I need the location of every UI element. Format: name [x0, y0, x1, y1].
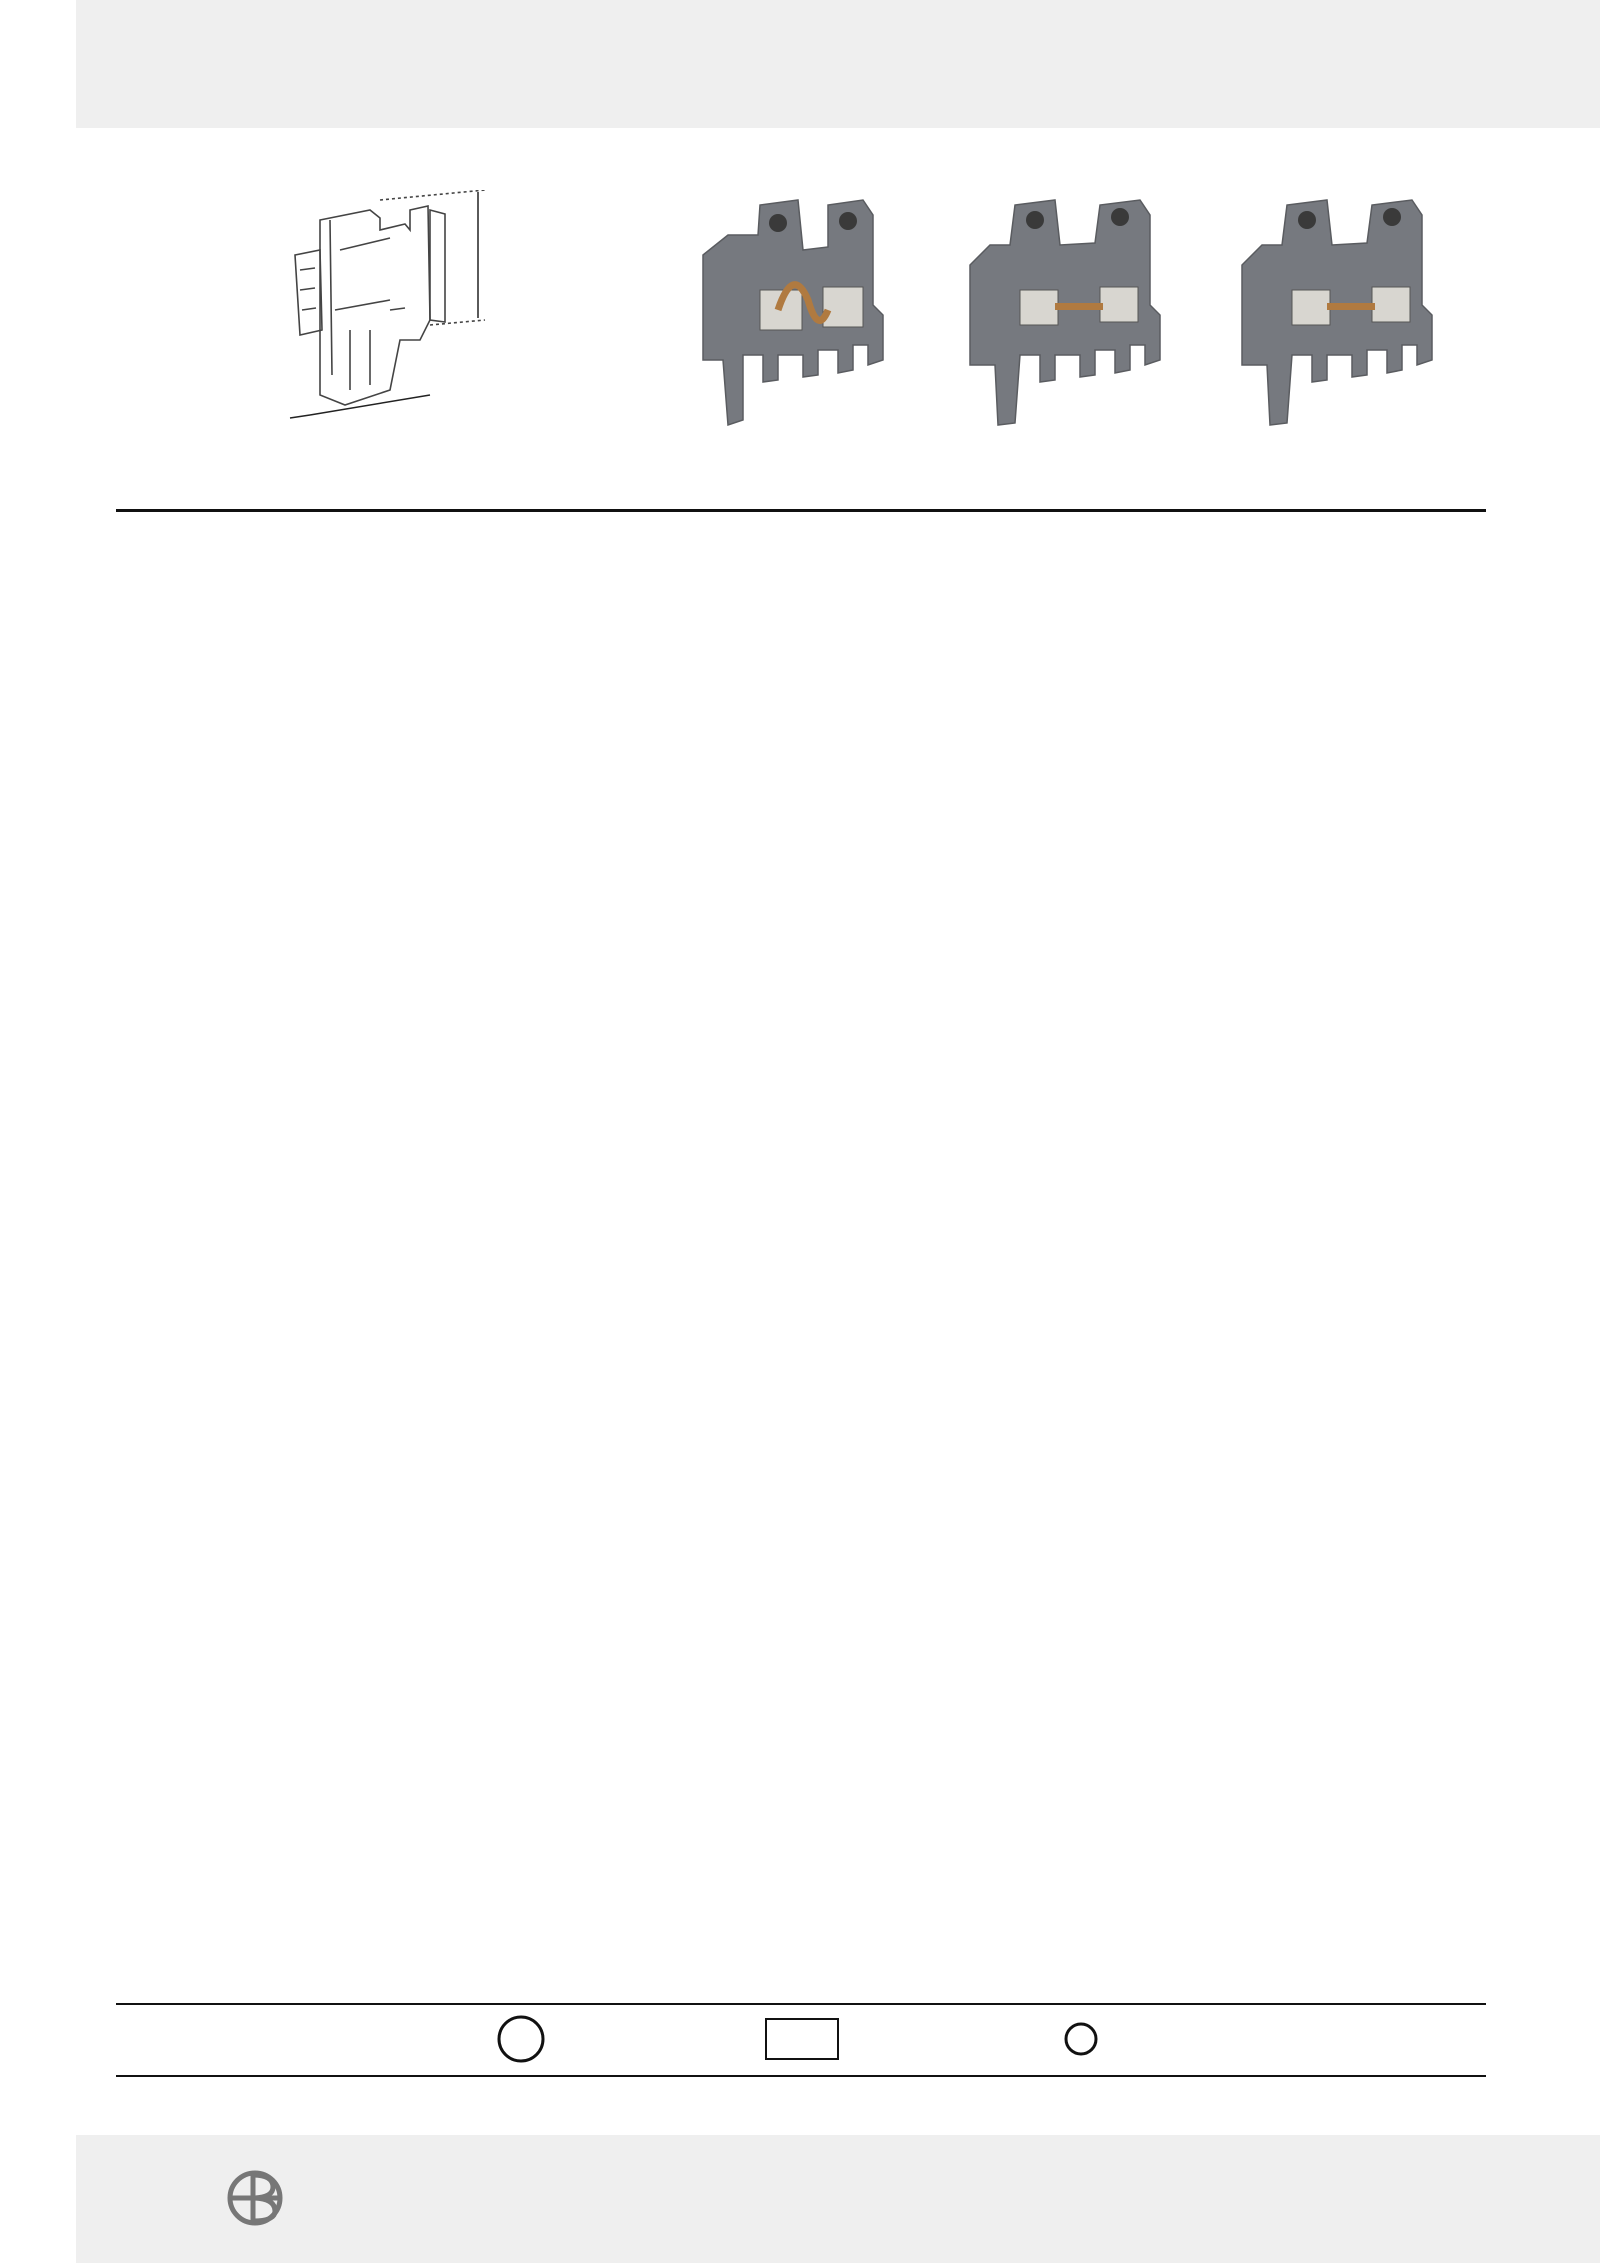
cb-mark-icon [196, 2013, 276, 2065]
spec-table [116, 470, 1486, 512]
kema-keur-mark-icon [762, 2013, 842, 2065]
footer-band [76, 2135, 1600, 2263]
column-header [663, 470, 937, 510]
table-header-row [116, 470, 1486, 510]
header-band [76, 0, 1600, 128]
certification-bar [116, 2003, 1486, 2077]
dimension-drawing [230, 190, 560, 460]
ce-mark-icon [1321, 2013, 1381, 2065]
product-photo-rsa-4-a [960, 195, 1185, 435]
ejc-mark-icon [1051, 2013, 1111, 2065]
column-header [1211, 470, 1486, 510]
product-photo-rs-4 [1232, 195, 1457, 435]
column-header [937, 470, 1211, 510]
elektro-becov-logo-icon [225, 2163, 285, 2233]
product-photo-rsa-2-5-a [688, 195, 913, 435]
iso-mark-icon [491, 2013, 551, 2065]
